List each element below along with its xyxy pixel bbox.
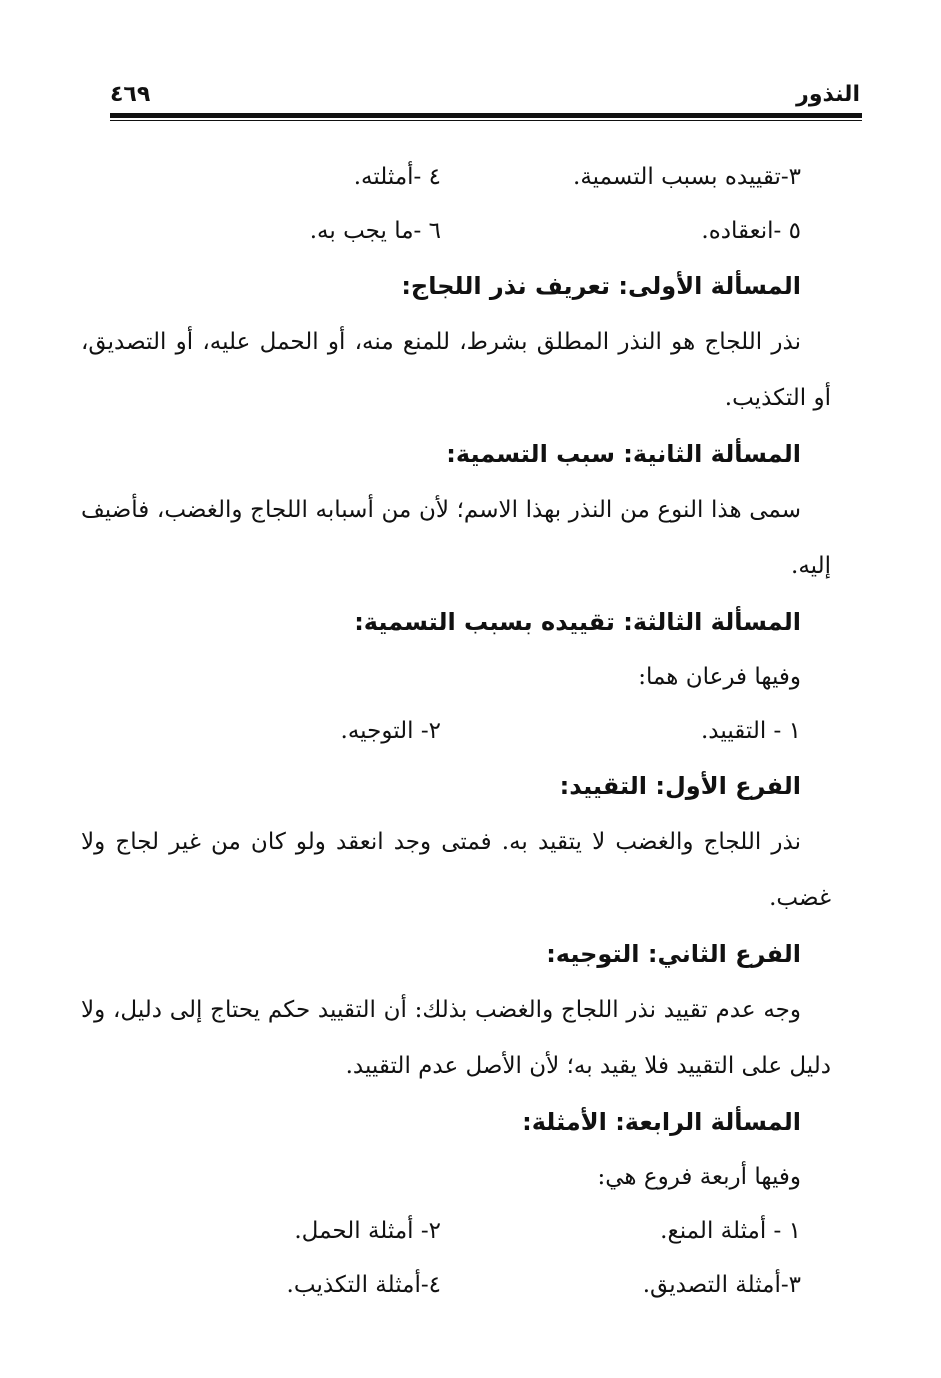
chapter-title: النذور bbox=[796, 82, 860, 107]
paragraph: نذر اللجاج هو النذر المطلق بشرط، للمنع منه، أو الحمل عليه، أو التصديق، أو التكذيب. bbox=[81, 329, 831, 411]
list-item: ١ - أمثلة المنع. bbox=[660, 1218, 801, 1244]
branch-heading: الفرع الأول: التقييد: bbox=[559, 772, 801, 800]
list-item: ٣-تقييده بسبب التسمية. bbox=[573, 164, 801, 190]
list-item: ٤ -أمثلته. bbox=[353, 164, 441, 190]
page-number: ٤٦٩ bbox=[110, 82, 151, 107]
list-item: ٤-أمثلة التكذيب. bbox=[286, 1272, 441, 1298]
header-rule bbox=[110, 113, 862, 118]
intro-line: وفيها أربعة فروع هي: bbox=[597, 1164, 801, 1190]
paragraph: نذر اللجاج والغضب لا يتقيد به. فمتى وجد انعقد ولو كان من غير لجاج ولا غضب. bbox=[81, 829, 831, 911]
list-item: ٢- أمثلة الحمل. bbox=[294, 1218, 441, 1244]
section-heading: المسألة الرابعة: الأمثلة: bbox=[522, 1108, 801, 1136]
list-item: ٥ -انعقاده. bbox=[701, 218, 801, 244]
running-header bbox=[110, 82, 860, 112]
section-heading: المسألة الأولى: تعريف نذر اللجاج: bbox=[401, 272, 801, 300]
section-heading: المسألة الثانية: سبب التسمية: bbox=[446, 440, 801, 468]
list-item: ٣-أمثلة التصديق. bbox=[642, 1272, 801, 1298]
page-content bbox=[81, 150, 831, 1312]
list-row bbox=[81, 1258, 831, 1312]
header-rule-thin bbox=[110, 120, 862, 121]
list-row bbox=[81, 1204, 831, 1258]
branch-heading: الفرع الثاني: التوجيه: bbox=[546, 940, 801, 968]
section-heading: المسألة الثالثة: تقييده بسبب التسمية: bbox=[354, 608, 801, 636]
list-row bbox=[81, 204, 831, 258]
list-row bbox=[81, 704, 831, 758]
paragraph: وجه عدم تقييد نذر اللجاج والغضب بذلك: أن التقييد حكم يحتاج إلى دليل، ولا دليل على التقييد فلا يقيد به؛ لأن الأصل عدم التقييد. bbox=[81, 997, 831, 1079]
list-row bbox=[81, 150, 831, 204]
intro-line: وفيها فرعان هما: bbox=[638, 664, 801, 690]
paragraph: سمى هذا النوع من النذر بهذا الاسم؛ لأن من أسبابه اللجاج والغضب، فأضيف إليه. bbox=[81, 497, 831, 579]
list-item: ٢- التوجيه. bbox=[340, 718, 441, 744]
list-item: ١ - التقييد. bbox=[701, 718, 801, 744]
list-item: ٦ -ما يجب به. bbox=[309, 218, 441, 244]
